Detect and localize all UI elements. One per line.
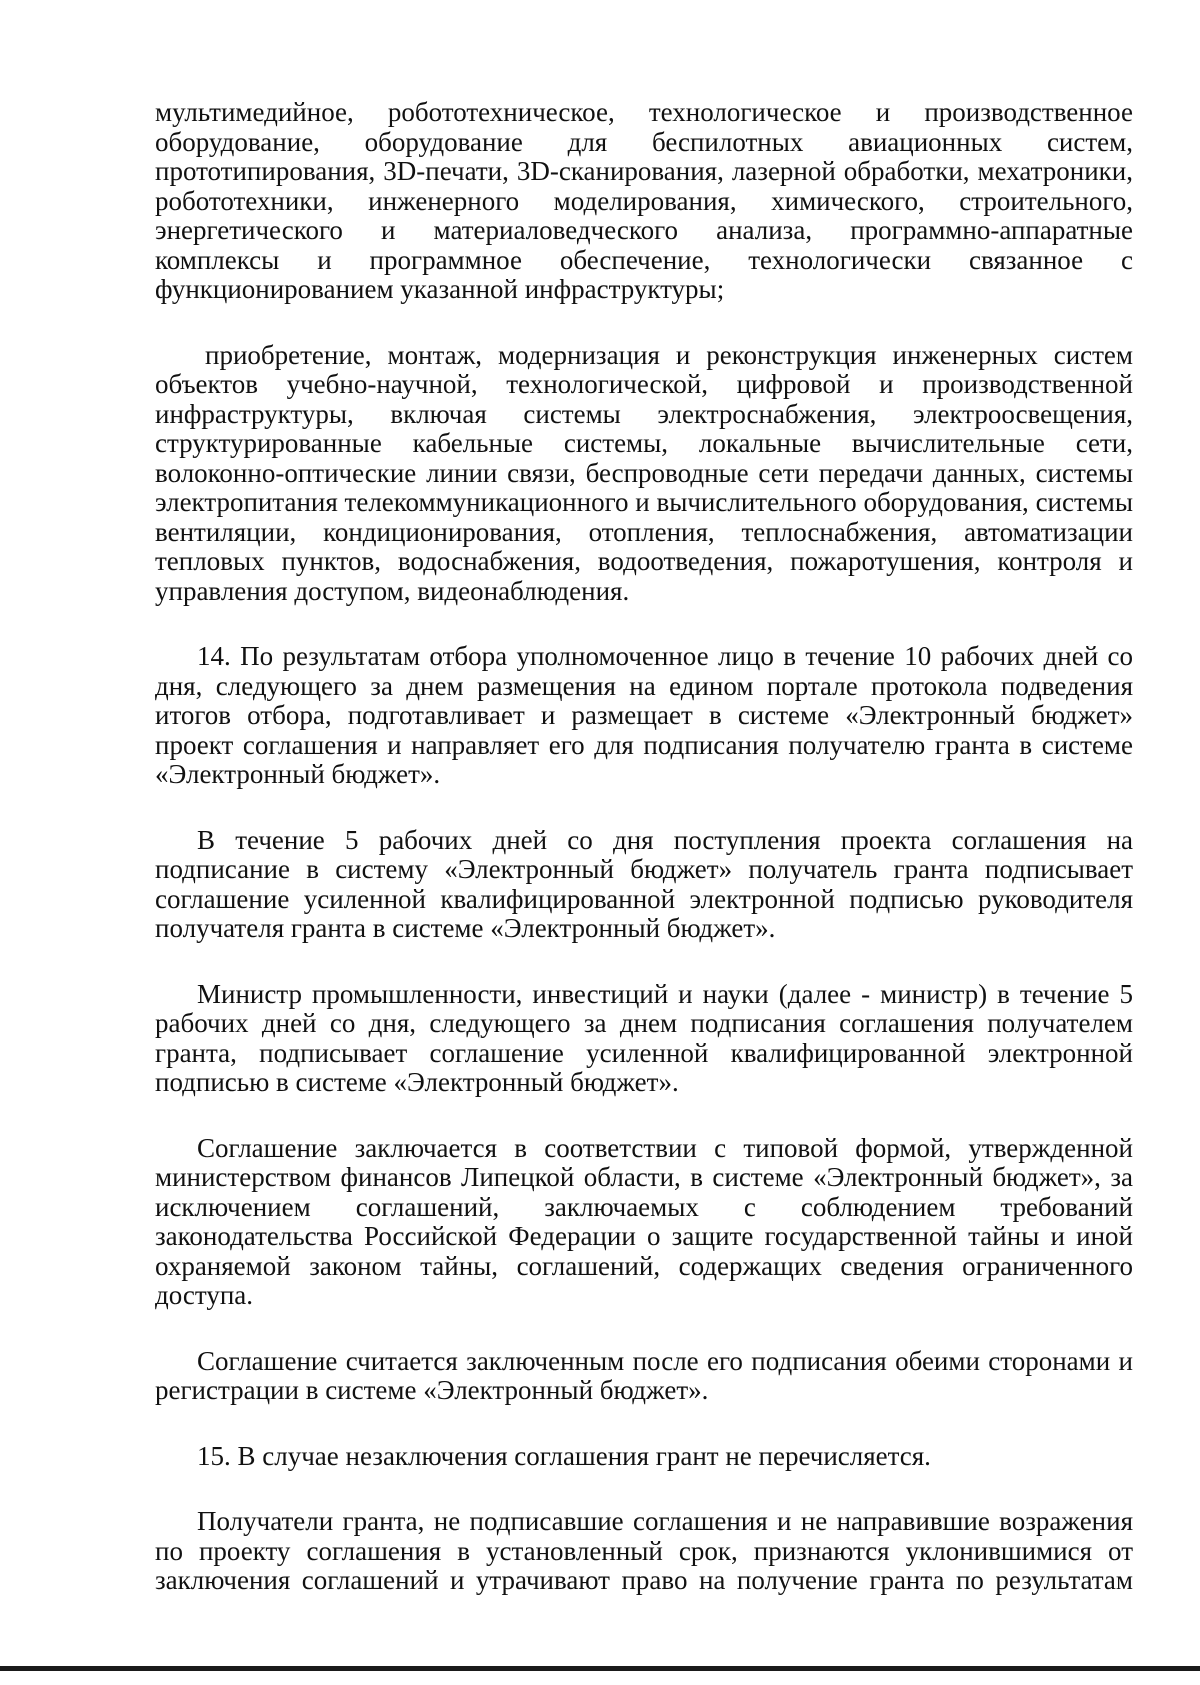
document-body (155, 98, 1133, 1632)
paragraph-agreement-form: Соглашение заключается в соответствии с типовой формой, утвержденной министерством финансов Липецкой области, в системе «Электронный бюджет», за исключением соглашений, заключаемых с соблюдением требований законодательства Российской Федерации о защите государственной тайны и иной охраняемой законом тайны, соглашений, содержащих сведения ограниченного доступа. (155, 1132, 1133, 1310)
paragraph-equipment-list: мультимедийное, робототехническое, технологическое и производственное оборудование, оборудование для беспилотных авиационных систем, прототипирования, 3D-печати, 3D-сканирования, лазерной обработки, мехатроники, робототехники, инженерного моделирования, химического, строительного, энергетического и материаловедческого анализа, программно-аппаратные комплексы и программное обеспечение, технологически связанное с функционированием указанной инфраструктуры; (155, 97, 1133, 304)
paragraph-recipients-evading: Получатели гранта, не подписавшие соглашения и не направившие возражения по проекту соглашения в установленный срок, признаются уклонившимися от заключения соглашений и утрачивают право на получение гранта по результатам (155, 1506, 1133, 1595)
paragraph-clause-15: 15. В случае незаключения соглашения грант не перечисляется. (197, 1440, 931, 1471)
paragraph-clause-14: 14. По результатам отбора уполномоченное лицо в течение 10 рабочих дней со дня, следующего за днем размещения на едином портале протокола подведения итогов отбора, подготавливает и размещает в системе «Электронный бюджет» проект соглашения и направляет его для подписания получателю гранта в системе «Электронный бюджет». (155, 641, 1133, 789)
paragraph-signing-recipient: В течение 5 рабочих дней со дня поступления проекта соглашения на подписание в систему «Электронный бюджет» получатель гранта подписывает соглашение усиленной квалифицированной электронной подписью руководителя получателя гранта в системе «Электронный бюджет». (155, 824, 1133, 943)
paragraph-engineering-systems: приобретение, монтаж, модернизация и реконструкция инженерных систем объектов учебно-научной, технологической, цифровой и производственной инфраструктуры, включая системы электроснабжения, электроосвещения, структурированные кабельные системы, локальные вычислительные сети, волоконно-оптические линии связи, беспроводные сети передачи данных, системы электропитания телекоммуникационного и вычислительного оборудования, системы вентиляции, кондиционирования, отопления, теплоснабжения, автоматизации тепловых пунктов, водоснабжения, водоотведения, пожаротушения, контроля и управления доступом, видеонаблюдения. (155, 339, 1133, 606)
page-bottom-rule (0, 1666, 1200, 1671)
paragraph-signing-minister: Министр промышленности, инвестиций и науки (далее - министр) в течение 5 рабочих дней со дня, следующего за днем подписания соглашения получателем гранта, подписывает соглашение усиленной квалифицированной электронной подписью в системе «Электронный бюджет». (155, 978, 1133, 1097)
paragraph-agreement-concluded: Соглашение считается заключенным после его подписания обеими сторонами и регистрации в системе «Электронный бюджет». (155, 1345, 1133, 1405)
